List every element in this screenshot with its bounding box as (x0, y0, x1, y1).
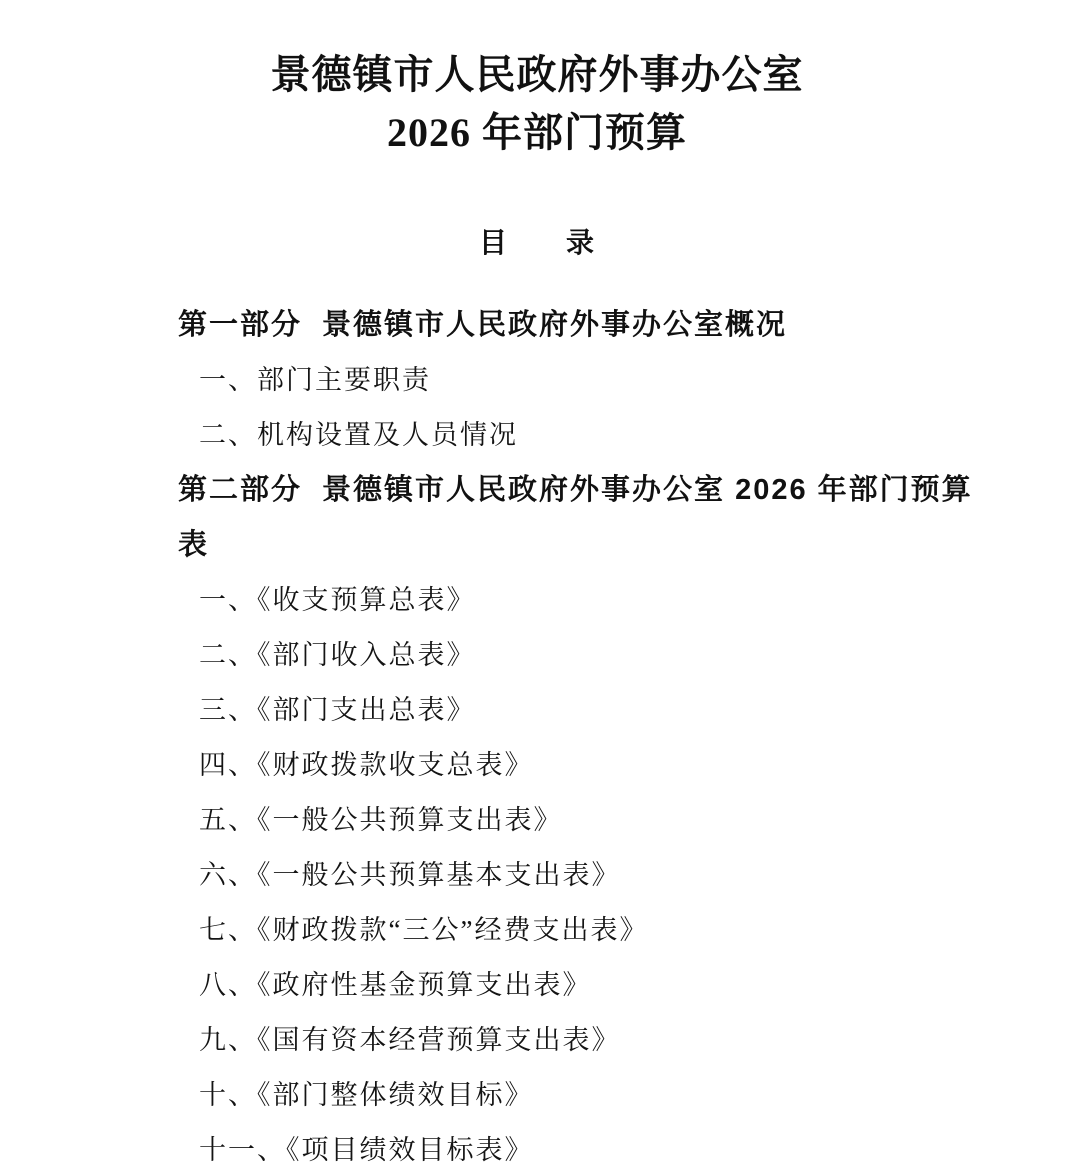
toc-item: 二、机构设置及人员情况 (199, 420, 518, 450)
table-of-contents (178, 298, 973, 1163)
toc-item: 二、《部门收入总表》 (199, 640, 476, 670)
toc-item: 八、《政府性基金预算支出表》 (199, 970, 592, 1000)
document-title-line1: 景德镇市人民政府外事办公室 (270, 52, 804, 97)
toc-item: 四、《财政拨款收支总表》 (199, 750, 534, 780)
section-1-heading (178, 298, 940, 353)
document-title-line2: 2026 年部门预算 (387, 110, 687, 155)
toc-item: 九、《国有资本经营预算支出表》 (199, 1025, 621, 1055)
section-2-title: 景德镇市人民政府外事办公室 2026 年部门预算 (322, 474, 973, 506)
toc-item: 一、部门主要职责 (199, 365, 431, 395)
section-2-heading (178, 463, 973, 518)
toc-item: 七、《财政拨款“三公”经费支出表》 (199, 915, 649, 945)
section-2-label: 第二部分 (178, 474, 303, 506)
section-2-title-wrap: 表 (178, 529, 210, 561)
section-1-title: 景德镇市人民政府外事办公室概况 (322, 309, 788, 341)
section-1-label: 第一部分 (178, 309, 303, 341)
toc-heading: 目 录 (478, 227, 595, 258)
toc-item: 十一、《项目绩效目标表》 (199, 1135, 534, 1163)
toc-item: 三、《部门支出总表》 (199, 695, 476, 725)
toc-item: 六、《一般公共预算基本支出表》 (199, 860, 621, 890)
toc-item: 十、《部门整体绩效目标》 (199, 1080, 534, 1110)
toc-item: 五、《一般公共预算支出表》 (199, 805, 563, 835)
toc-item: 一、《收支预算总表》 (199, 585, 476, 615)
document-title (0, 46, 1074, 162)
